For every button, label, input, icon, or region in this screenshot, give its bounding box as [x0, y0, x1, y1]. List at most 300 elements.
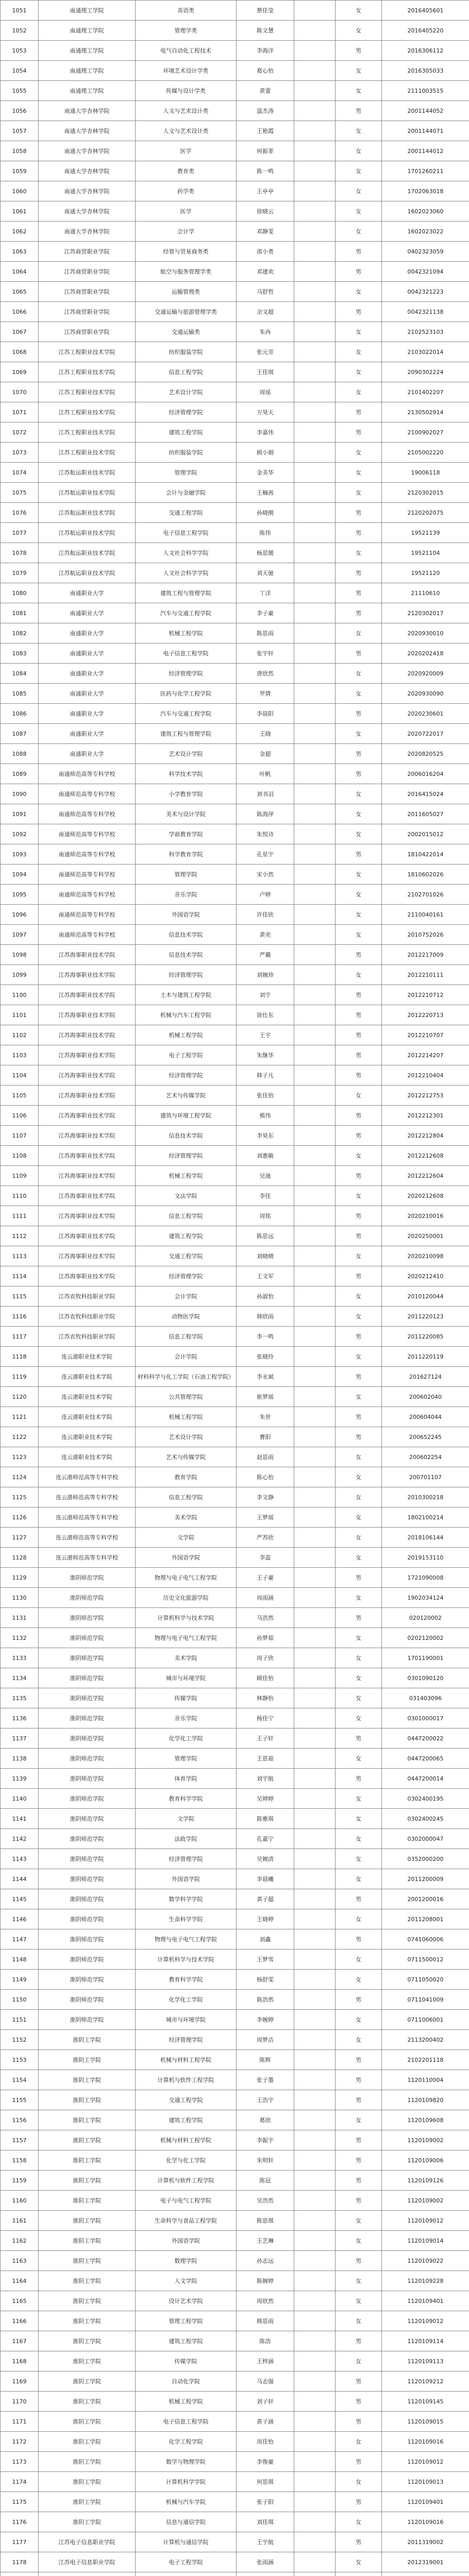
college-name: 信息工程学院 — [136, 1487, 237, 1507]
college-name: 自动化学院 — [136, 2371, 237, 2392]
row-number: 1151 — [1, 2010, 39, 2030]
blank-cell — [294, 1628, 336, 1648]
table-row — [1, 865, 469, 885]
student-id: 2019153110 — [382, 1548, 469, 1568]
college-name: 交通工程学院 — [136, 503, 237, 523]
college-name: 科学教育学院 — [136, 844, 237, 865]
gender: 男 — [336, 1889, 382, 1909]
table-row — [1, 2171, 469, 2191]
college-name: 学前教育学院 — [136, 824, 237, 844]
college-name: 计算机科学与技术学院 — [136, 1950, 237, 1970]
school-name: 南通师范高等专科学校 — [39, 885, 136, 905]
row-number: 1164 — [1, 2271, 39, 2291]
table-row — [1, 523, 469, 543]
school-name: 淮阴工学院 — [39, 2412, 136, 2432]
row-number: 1063 — [1, 242, 39, 262]
table-row — [1, 282, 469, 302]
school-name: 淮阴师范学院 — [39, 1648, 136, 1668]
school-name: 淮阴工学院 — [39, 2030, 136, 2050]
blank-cell — [294, 61, 336, 81]
blank-cell — [294, 1086, 336, 1106]
school-name: 淮阴工学院 — [39, 2211, 136, 2231]
student-id: 0711050020 — [382, 1970, 469, 1990]
student-name: 韩思雨 — [237, 2311, 294, 2331]
table-row — [1, 704, 469, 724]
gender: 男 — [336, 2070, 382, 2090]
college-name: 经济管理学院 — [136, 664, 237, 684]
student-name: 李蕊 — [237, 1548, 294, 1568]
school-name: 南通理工学院 — [39, 61, 136, 81]
student-id: 0352000200 — [382, 1849, 469, 1869]
student-name: 金超 — [237, 744, 294, 764]
college-name: 物理与电子电气工程学院 — [136, 1929, 237, 1950]
blank-cell — [294, 643, 336, 664]
table-row — [1, 664, 469, 684]
blank-cell — [294, 483, 336, 503]
student-name: 陈思琪 — [237, 2211, 294, 2231]
blank-cell — [294, 724, 336, 744]
table-row — [1, 1528, 469, 1548]
school-name: 江苏工程职业技术学院 — [39, 443, 136, 463]
college-name: 医药与化学工程学院 — [136, 684, 237, 704]
blank-cell — [294, 965, 336, 985]
table-row — [1, 925, 469, 945]
blank-cell — [294, 1588, 336, 1608]
row-number: 1053 — [1, 41, 39, 61]
table-row — [1, 2070, 469, 2090]
row-number: 1085 — [1, 684, 39, 704]
college-name: 土木与建筑工程学院 — [136, 985, 237, 1005]
school-name: 连云港师范高等专科学校 — [39, 1548, 136, 1568]
school-name: 淮阴工学院 — [39, 2452, 136, 2472]
student-id: 2012212301 — [382, 1106, 469, 1126]
gender: 女 — [336, 885, 382, 905]
row-number: 1100 — [1, 985, 39, 1005]
college-name: 机械工程学院 — [136, 2392, 237, 2412]
school-name: 江苏海事职业技术学院 — [39, 1086, 136, 1106]
college-name: 电子信息工程学院 — [136, 643, 237, 664]
student-name — [237, 2572, 294, 2576]
blank-cell — [294, 1568, 336, 1588]
gender: 女 — [336, 1548, 382, 1568]
table-row — [1, 1849, 469, 1869]
gender: 男 — [336, 2050, 382, 2070]
row-number: 1105 — [1, 1086, 39, 1106]
gender: 女 — [336, 1789, 382, 1809]
school-name: 南通大学杏林学院 — [39, 121, 136, 141]
blank-cell — [294, 1025, 336, 1045]
student-id: 1120109002 — [382, 2130, 469, 2150]
college-name: 电气自动化工程技术 — [136, 41, 237, 61]
blank-cell — [294, 443, 336, 463]
gender: 女 — [336, 282, 382, 302]
student-id: 2105002220 — [382, 443, 469, 463]
college-name: 化学化工学院 — [136, 1990, 237, 2010]
college-name: 运输管理类 — [136, 282, 237, 302]
student-name: 邓静雯 — [237, 222, 294, 242]
student-name: 顾小娟 — [237, 443, 294, 463]
table-row — [1, 362, 469, 382]
student-id: 1120109145 — [382, 2392, 469, 2412]
gender: 女 — [336, 1668, 382, 1688]
table-row — [1, 1668, 469, 1688]
student-id: 2120302015 — [382, 483, 469, 503]
college-name: 艺术设计学院 — [136, 744, 237, 764]
gender: 女 — [336, 2552, 382, 2572]
college-name: 电子与电气工程学院 — [136, 2191, 237, 2211]
college-name: 经济管理学院 — [136, 402, 237, 422]
table-row — [1, 1126, 469, 1146]
student-name: 李佳 — [237, 1186, 294, 1206]
gender: 男 — [336, 2452, 382, 2472]
student-id: 2012212604 — [382, 1166, 469, 1186]
table-row — [1, 1045, 469, 1065]
student-id: 2020210098 — [382, 1246, 469, 1266]
gender: 女 — [336, 21, 382, 41]
gender: 女 — [336, 2432, 382, 2452]
student-name: 李永斌 — [237, 1367, 294, 1387]
table-row — [1, 2311, 469, 2331]
college-name: 生命科学学院 — [136, 1909, 237, 1929]
row-number: 1173 — [1, 2452, 39, 2472]
student-id: 1120109022 — [382, 2251, 469, 2271]
table-row — [1, 1608, 469, 1628]
school-name: 淮阴工学院 — [39, 2090, 136, 2110]
blank-cell — [294, 2512, 336, 2532]
student-id: 1810422014 — [382, 844, 469, 865]
student-id: 200602040 — [382, 1387, 469, 1407]
row-number: 1174 — [1, 2472, 39, 2492]
college-name: 会计与金融学院 — [136, 483, 237, 503]
student-name: 周梦洁 — [237, 2030, 294, 2050]
table-row — [1, 2432, 469, 2452]
blank-cell — [294, 121, 336, 141]
student-name: 刘婉珍 — [237, 965, 294, 985]
blank-cell — [294, 2030, 336, 2050]
student-name: 刘天驰 — [237, 563, 294, 583]
gender: 男 — [336, 1407, 382, 1427]
gender: 男 — [336, 1929, 382, 1950]
row-number: 1115 — [1, 1286, 39, 1307]
student-id: 0447200022 — [382, 1728, 469, 1749]
table-row — [1, 242, 469, 262]
student-id: 2011220085 — [382, 1327, 469, 1347]
student-id: 1702063018 — [382, 181, 469, 201]
row-number: 1107 — [1, 1126, 39, 1146]
student-name: 刘书羽 — [237, 784, 294, 804]
college-name: 管理工程学院 — [136, 2311, 237, 2331]
table-row — [1, 1246, 469, 1266]
row-number: 1120 — [1, 1387, 39, 1407]
row-number: 1177 — [1, 2532, 39, 2552]
blank-cell — [294, 1608, 336, 1628]
gender: 女 — [336, 1708, 382, 1728]
school-name: 淮阴师范学院 — [39, 1588, 136, 1608]
school-name: 淮阴工学院 — [39, 2191, 136, 2211]
student-name: 王梦雪 — [237, 1950, 294, 1970]
blank-cell — [294, 1950, 336, 1970]
student-name: 马舒哲 — [237, 282, 294, 302]
blank-cell — [294, 885, 336, 905]
row-number: 1118 — [1, 1347, 39, 1367]
college-name: 纺织服装学院 — [136, 443, 237, 463]
gender: 女 — [336, 483, 382, 503]
row-number: 1082 — [1, 623, 39, 643]
row-number: 1077 — [1, 523, 39, 543]
table-row — [1, 543, 469, 563]
student-name: 刘子轩 — [237, 2392, 294, 2412]
gender: 女 — [336, 905, 382, 925]
row-number: 1094 — [1, 865, 39, 885]
row-number: 1081 — [1, 603, 39, 623]
school-name — [39, 2572, 136, 2576]
school-name: 江苏航运职业技术学院 — [39, 463, 136, 483]
table-row — [1, 2392, 469, 2412]
college-name: 信息技术学院 — [136, 1126, 237, 1146]
blank-cell — [294, 1407, 336, 1427]
gender: 女 — [336, 1909, 382, 1929]
student-id: 2101402207 — [382, 382, 469, 402]
student-id: 0042321138 — [382, 302, 469, 322]
gender: 男 — [336, 2492, 382, 2512]
college-name: 交通运输与旅游管理学类 — [136, 302, 237, 322]
gender: 女 — [336, 382, 382, 402]
row-number: 1170 — [1, 2392, 39, 2412]
student-name: 王梦瑶 — [237, 1507, 294, 1528]
row-number: 1163 — [1, 2251, 39, 2271]
gender: 女 — [336, 2030, 382, 2050]
table-row — [1, 2552, 469, 2572]
school-name: 南通师范高等专科学校 — [39, 804, 136, 824]
college-name: 建筑工程学院 — [136, 1226, 237, 1246]
blank-cell — [294, 2492, 336, 2512]
blank-cell — [294, 41, 336, 61]
school-name: 江苏海事职业技术学院 — [39, 1206, 136, 1226]
student-id: 2012212753 — [382, 1086, 469, 1106]
student-id: 0447200014 — [382, 1769, 469, 1789]
college-name: 法政学院 — [136, 1829, 237, 1849]
gender: 男 — [336, 1327, 382, 1347]
gender: 男 — [336, 844, 382, 865]
student-id: 2110040161 — [382, 905, 469, 925]
blank-cell — [294, 322, 336, 342]
table-row — [1, 1688, 469, 1708]
student-name: 王晓婷 — [237, 1909, 294, 1929]
school-name: 江苏航运职业技术学院 — [39, 563, 136, 583]
student-id: 2012217009 — [382, 945, 469, 965]
college-name: 交通运输类 — [136, 322, 237, 342]
table-row — [1, 402, 469, 422]
row-number: 1097 — [1, 925, 39, 945]
row-number: 1060 — [1, 181, 39, 201]
table-row — [1, 1, 469, 21]
blank-cell — [294, 623, 336, 643]
blank-cell — [294, 1206, 336, 1226]
gender: 女 — [336, 2351, 382, 2371]
row-number: 1076 — [1, 503, 39, 523]
student-name: 王梓涵 — [237, 2351, 294, 2371]
student-name: 黄奕 — [237, 925, 294, 945]
table-row — [1, 1829, 469, 1849]
student-id: 19006118 — [382, 463, 469, 483]
student-name: 刘佳琪 — [237, 2512, 294, 2532]
row-number: 1144 — [1, 1869, 39, 1889]
table-row — [1, 1387, 469, 1407]
student-id: 1120109113 — [382, 2351, 469, 2371]
table-row — [1, 583, 469, 603]
student-name: 王艳霞 — [237, 121, 294, 141]
blank-cell — [294, 2130, 336, 2150]
school-name: 南通职业大学 — [39, 684, 136, 704]
school-name: 江苏海事职业技术学院 — [39, 1186, 136, 1206]
table-row — [1, 121, 469, 141]
college-name: 会计学院 — [136, 1286, 237, 1307]
college-name: 音乐学院 — [136, 1708, 237, 1728]
gender: 女 — [336, 1829, 382, 1849]
college-name: 生命科学与食品工程学院 — [136, 2211, 237, 2231]
student-id: 1120109228 — [382, 2271, 469, 2291]
blank-cell — [294, 463, 336, 483]
college-name: 经济管理学院 — [136, 1146, 237, 1166]
student-name: 罗倩 — [237, 684, 294, 704]
student-id: 1120109015 — [382, 2412, 469, 2432]
student-id: 1120109012 — [382, 2311, 469, 2331]
student-name: 孔星宇 — [237, 844, 294, 865]
gender: 女 — [336, 1347, 382, 1367]
student-name: 张佳怡 — [237, 1086, 294, 1106]
student-name: 陈浩然 — [237, 1990, 294, 2010]
blank-cell — [294, 1869, 336, 1889]
table-row — [1, 724, 469, 744]
school-name: 淮阴工学院 — [39, 2472, 136, 2492]
student-name: 陈心怡 — [237, 1467, 294, 1487]
school-name: 江苏海事职业技术学院 — [39, 1166, 136, 1186]
blank-cell — [294, 2271, 336, 2291]
student-id: 2001200016 — [382, 1889, 469, 1909]
blank-cell — [294, 1929, 336, 1950]
school-name: 淮阴师范学院 — [39, 1990, 136, 2010]
gender: 女 — [336, 2110, 382, 2130]
table-row — [1, 1548, 469, 1568]
student-name: 李昊东 — [237, 1126, 294, 1146]
blank-cell — [294, 141, 336, 161]
school-name: 淮阴工学院 — [39, 2392, 136, 2412]
student-name: 杨佳宁 — [237, 1708, 294, 1728]
row-number: 1168 — [1, 2351, 39, 2371]
college-name: 经济管理学院 — [136, 1266, 237, 1286]
row-number: 1083 — [1, 643, 39, 664]
table-row — [1, 2110, 469, 2130]
blank-cell — [294, 1186, 336, 1206]
college-name: 传媒学院 — [136, 2351, 237, 2371]
college-name: 信息技术学院 — [136, 945, 237, 965]
row-number: 1172 — [1, 2432, 39, 2452]
school-name: 淮阴师范学院 — [39, 1889, 136, 1909]
college-name: 人文与艺术设计类 — [136, 121, 237, 141]
row-number: 1072 — [1, 422, 39, 443]
school-name: 南通职业大学 — [39, 603, 136, 623]
blank-cell — [294, 1708, 336, 1728]
school-name: 南通理工学院 — [39, 21, 136, 41]
school-name: 淮阴工学院 — [39, 2492, 136, 2512]
college-name: 艺术与传媒学院 — [136, 1447, 237, 1467]
student-id: 020120002 — [382, 1608, 469, 1628]
row-number: 1155 — [1, 2090, 39, 2110]
student-id: 2020212410 — [382, 1266, 469, 1286]
school-name: 南通职业大学 — [39, 643, 136, 664]
student-id: 031403096 — [382, 1688, 469, 1708]
college-name: 艺术设计学院 — [136, 382, 237, 402]
table-row — [1, 2191, 469, 2211]
student-id: 2001144012 — [382, 141, 469, 161]
blank-cell — [294, 503, 336, 523]
blank-cell — [294, 282, 336, 302]
table-row — [1, 684, 469, 704]
row-number: 1108 — [1, 1146, 39, 1166]
student-name: 温杰涛 — [237, 101, 294, 121]
school-name: 淮阴师范学院 — [39, 1970, 136, 1990]
gender: 男 — [336, 2331, 382, 2351]
row-number: 1176 — [1, 2512, 39, 2532]
row-number: 1119 — [1, 1367, 39, 1387]
row-number: 1095 — [1, 885, 39, 905]
row-number: 1070 — [1, 382, 39, 402]
gender: 女 — [336, 2010, 382, 2030]
blank-cell — [294, 784, 336, 804]
school-name: 江苏海事职业技术学院 — [39, 1065, 136, 1086]
row-number: 1153 — [1, 2050, 39, 2070]
blank-cell — [294, 1809, 336, 1829]
row-number: 1062 — [1, 222, 39, 242]
row-number: 1061 — [1, 201, 39, 222]
row-number: 1154 — [1, 2070, 39, 2090]
school-name: 江苏海事职业技术学院 — [39, 1025, 136, 1045]
row-number: 1087 — [1, 724, 39, 744]
row-number: 1054 — [1, 61, 39, 81]
row-number: 1156 — [1, 2110, 39, 2130]
college-name: 信息工程学院 — [136, 362, 237, 382]
student-id: 2130502914 — [382, 402, 469, 422]
table-row — [1, 1226, 469, 1246]
college-name: 机械与材料工程学院 — [136, 2050, 237, 2070]
blank-cell — [294, 302, 336, 322]
row-number: 1110 — [1, 1186, 39, 1206]
blank-cell — [294, 2472, 336, 2492]
student-name: 陈冠 — [237, 2171, 294, 2191]
blank-cell — [294, 262, 336, 282]
college-name: 传媒与设计学类 — [136, 81, 237, 101]
table-row — [1, 1166, 469, 1186]
table-row — [1, 483, 469, 503]
student-name: 葛心怡 — [237, 61, 294, 81]
college-name: 文学院 — [136, 1809, 237, 1829]
college-name: 物理与电子电气工程学院 — [136, 1628, 237, 1648]
table-row — [1, 342, 469, 362]
row-number: 1125 — [1, 1487, 39, 1507]
student-id: 2011319002 — [382, 2532, 469, 2552]
college-name: 教育学院 — [136, 1467, 237, 1487]
row-number: 1136 — [1, 1708, 39, 1728]
college-name: 艺术与传媒学院 — [136, 1086, 237, 1106]
student-name: 李文静 — [237, 1487, 294, 1507]
table-row — [1, 1146, 469, 1166]
student-name: 朱悦诗 — [237, 824, 294, 844]
blank-cell — [294, 1548, 336, 1568]
college-name: 外国语学院 — [136, 1869, 237, 1889]
table-row — [1, 1909, 469, 1929]
row-number: 1131 — [1, 1608, 39, 1628]
row-number: 1075 — [1, 483, 39, 503]
